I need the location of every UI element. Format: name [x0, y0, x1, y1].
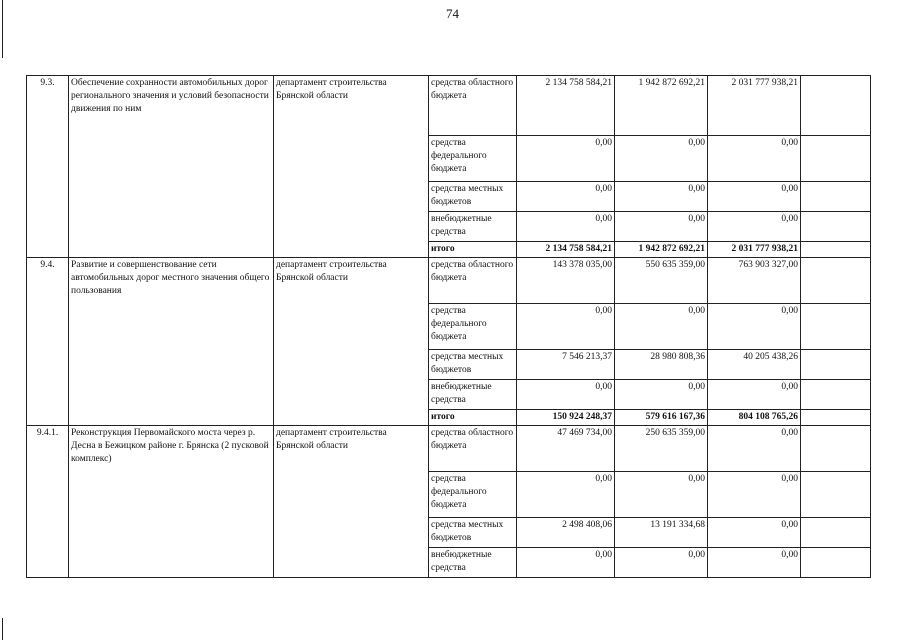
- amount-year-2: 0,00: [615, 548, 708, 578]
- amount-year-1: 2 498 408,06: [517, 518, 615, 548]
- amount-year-2: 250 635 359,00: [615, 426, 708, 472]
- amount-year-3: 2 031 777 938,21: [708, 242, 801, 258]
- amount-year-1: 7 546 213,37: [517, 350, 615, 380]
- amount-year-1: 0,00: [517, 304, 615, 350]
- funding-source: средства федерального бюджета: [429, 472, 517, 518]
- amount-year-1: 150 924 248,37: [517, 410, 615, 426]
- amount-year-1: 0,00: [517, 380, 615, 410]
- empty-cell: [801, 410, 871, 426]
- amount-year-2: 0,00: [615, 212, 708, 242]
- empty-cell: [801, 426, 871, 472]
- empty-cell: [801, 548, 871, 578]
- funding-source: внебюджетные средства: [429, 212, 517, 242]
- amount-year-2: 28 980 808,36: [615, 350, 708, 380]
- amount-year-1: 143 378 035,00: [517, 258, 615, 304]
- funding-source: итого: [429, 242, 517, 258]
- funding-source: средства областного бюджета: [429, 76, 517, 136]
- amount-year-1: 2 134 758 584,21: [517, 242, 615, 258]
- empty-cell: [801, 136, 871, 182]
- empty-cell: [801, 304, 871, 350]
- amount-year-2: 0,00: [615, 304, 708, 350]
- amount-year-2: 1 942 872 692,21: [615, 242, 708, 258]
- amount-year-2: 579 616 167,36: [615, 410, 708, 426]
- funding-source: средства местных бюджетов: [429, 518, 517, 548]
- amount-year-2: 1 942 872 692,21: [615, 76, 708, 136]
- amount-year-1: 0,00: [517, 136, 615, 182]
- amount-year-3: 0,00: [708, 304, 801, 350]
- amount-year-3: 2 031 777 938,21: [708, 76, 801, 136]
- amount-year-2: 0,00: [615, 182, 708, 212]
- table-row: [27, 426, 871, 472]
- amount-year-2: 0,00: [615, 472, 708, 518]
- empty-cell: [801, 518, 871, 548]
- amount-year-3: 0,00: [708, 136, 801, 182]
- funding-source: внебюджетные средства: [429, 380, 517, 410]
- funding-source: средства областного бюджета: [429, 258, 517, 304]
- empty-cell: [801, 380, 871, 410]
- amount-year-3: 40 205 438,26: [708, 350, 801, 380]
- amount-year-3: 0,00: [708, 472, 801, 518]
- empty-cell: [801, 76, 871, 136]
- empty-cell: [801, 212, 871, 242]
- amount-year-3: 0,00: [708, 212, 801, 242]
- table-row: [27, 76, 871, 136]
- amount-year-1: 0,00: [517, 212, 615, 242]
- funding-source: средства федерального бюджета: [429, 136, 517, 182]
- amount-year-3: 804 108 765,26: [708, 410, 801, 426]
- funding-source: средства местных бюджетов: [429, 182, 517, 212]
- amount-year-2: 0,00: [615, 136, 708, 182]
- funding-source: внебюджетные средства: [429, 548, 517, 578]
- amount-year-1: 2 134 758 584,21: [517, 76, 615, 136]
- item-name: Развитие и совершенствование сети автомобильных дорог местного значения общего пользования: [69, 258, 274, 426]
- amount-year-1: 0,00: [517, 548, 615, 578]
- amount-year-2: 0,00: [615, 380, 708, 410]
- amount-year-3: 0,00: [708, 426, 801, 472]
- item-name: Обеспечение сохранности автомобильных дорог регионального значения и условий безопасности движения по ним: [69, 76, 274, 258]
- amount-year-3: 0,00: [708, 548, 801, 578]
- item-executor: департамент строительства Брянской области: [274, 258, 429, 426]
- empty-cell: [801, 182, 871, 212]
- amount-year-1: 47 469 734,00: [517, 426, 615, 472]
- empty-cell: [801, 242, 871, 258]
- empty-cell: [801, 350, 871, 380]
- funding-source: итого: [429, 410, 517, 426]
- funding-source: средства федерального бюджета: [429, 304, 517, 350]
- funding-source: средства областного бюджета: [429, 426, 517, 472]
- funding-source: средства местных бюджетов: [429, 350, 517, 380]
- item-code: 9.4.1.: [27, 426, 69, 578]
- binding-mark-top: [2, 0, 3, 58]
- budget-table: [26, 75, 871, 578]
- binding-mark-bottom: [2, 618, 3, 640]
- amount-year-1: 0,00: [517, 472, 615, 518]
- empty-cell: [801, 472, 871, 518]
- item-code: 9.3.: [27, 76, 69, 258]
- item-name: Реконструкция Первомайского моста через р. Десна в Бежицком районе г. Брянска (2 пусковой комплекс): [69, 426, 274, 578]
- amount-year-2: 13 191 334,68: [615, 518, 708, 548]
- item-code: 9.4.: [27, 258, 69, 426]
- amount-year-1: 0,00: [517, 182, 615, 212]
- empty-cell: [801, 258, 871, 304]
- amount-year-3: 0,00: [708, 518, 801, 548]
- table-row: [27, 258, 871, 304]
- amount-year-3: 0,00: [708, 380, 801, 410]
- page-number: 74: [446, 6, 459, 21]
- item-executor: департамент строительства Брянской области: [274, 426, 429, 578]
- amount-year-2: 550 635 359,00: [615, 258, 708, 304]
- amount-year-3: 763 903 327,00: [708, 258, 801, 304]
- amount-year-3: 0,00: [708, 182, 801, 212]
- item-executor: департамент строительства Брянской области: [274, 76, 429, 258]
